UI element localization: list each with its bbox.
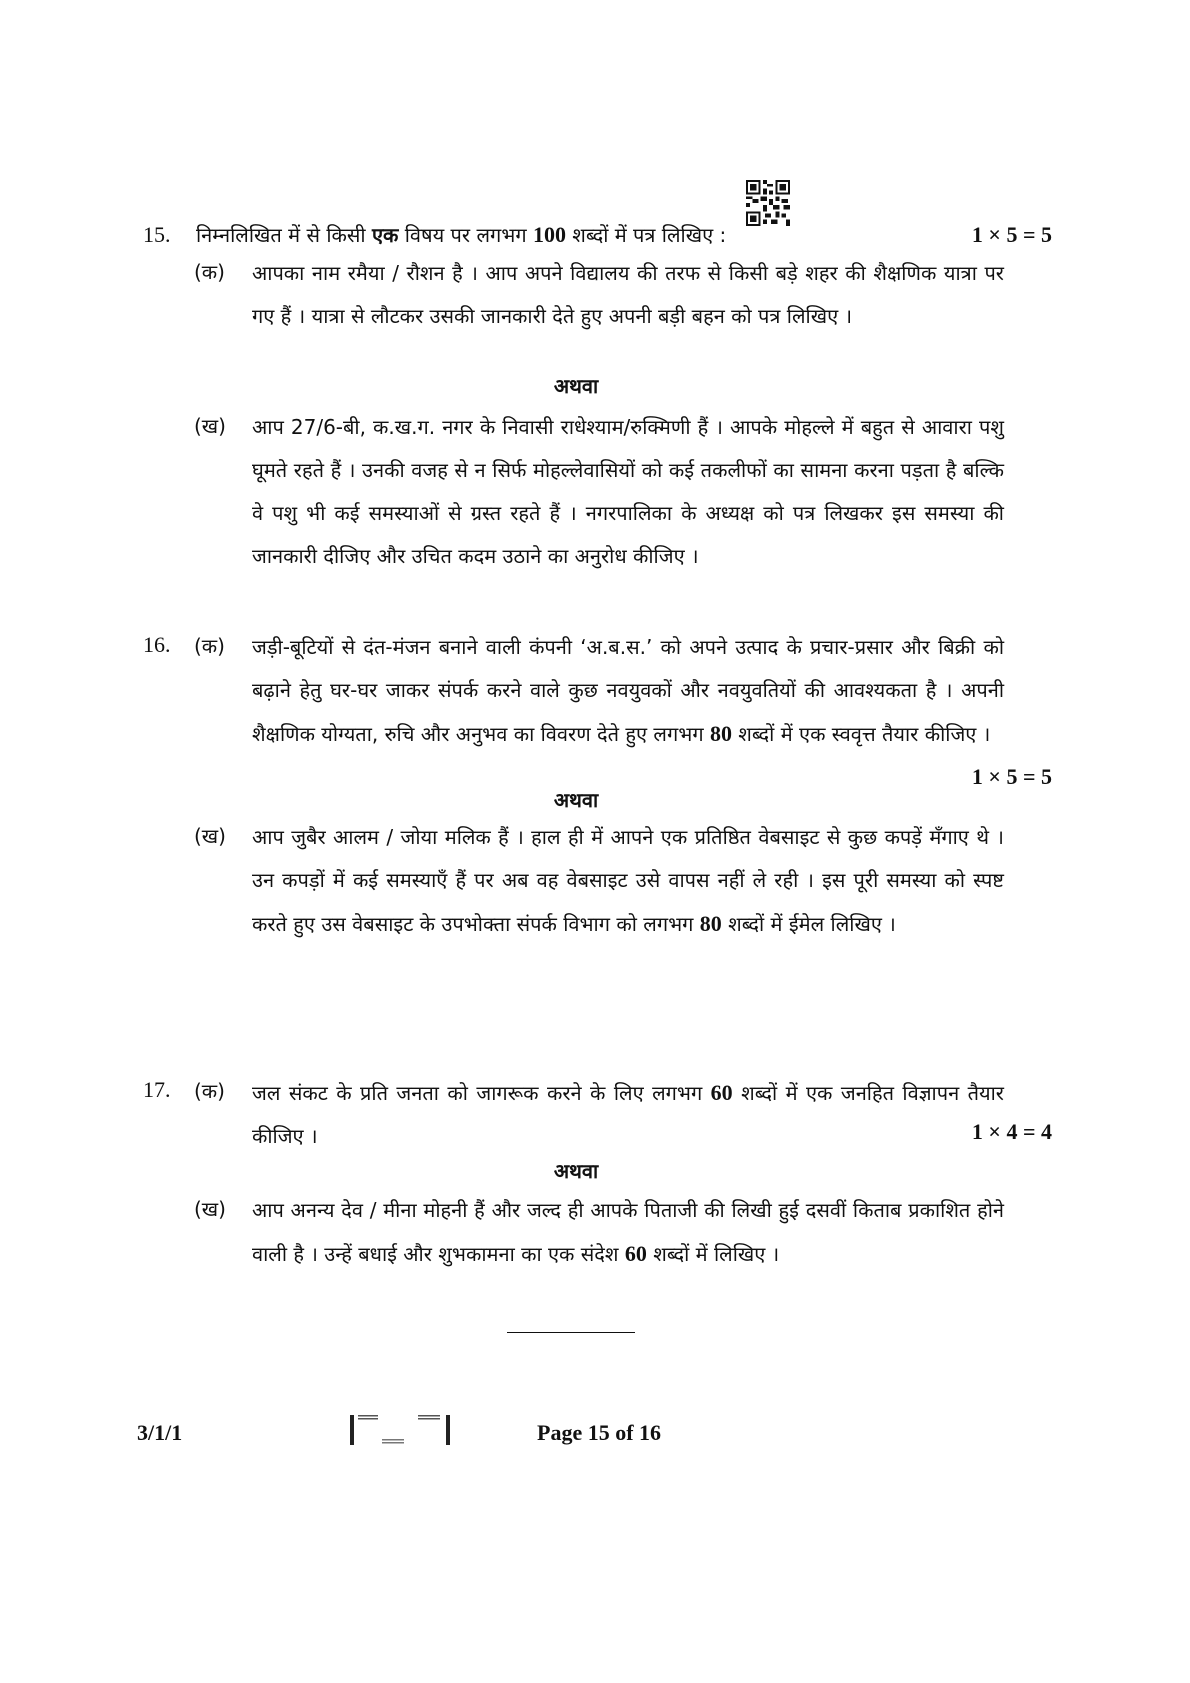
option-label: (ख) xyxy=(194,824,226,848)
option-a-text: आपका नाम रमैया / रौशन है । आप अपने विद्यालय की तरफ से किसी बड़े शहर की शैक्षणिक यात्रा पर गए हैं । यात्रा से लौटकर उसकी जानकारी देते हुए अपनी बड़ी बहन को पत्र लिखिए । xyxy=(252,261,1004,328)
option-label: (ख) xyxy=(194,414,226,438)
option-b-text: आप 27/6-बी, क.ख.ग. नगर के निवासी राधेश्याम/रुक्मिणी हैं । आपके मोहल्ले में बहुत से आवारा पशु घूमते रहते हैं । उनकी वजह से न सिर्फ मोहल्लेवासियों को कई तकलीफों का सामना करना पड़ता है बल्कि वे पशु भी कई समस्याओं से ग्रस्त रहते हैं । नगरपालिका के अध्यक्ष को पत्र लिखकर इस समस्या की जानकारी दीजिए और उचित कदम उठाने का अनुरोध कीजिए । xyxy=(252,415,1004,568)
question-number: 17. xyxy=(143,1077,171,1102)
question-heading: निम्नलिखित में से किसी एक विषय पर लगभग 100 शब्दों में पत्र लिखिए : xyxy=(196,222,727,247)
paper-code: 3/1/1 xyxy=(137,1420,183,1445)
question-number: 15. xyxy=(143,222,171,247)
or-divider: अथवा xyxy=(553,1159,599,1183)
or-divider: अथवा xyxy=(553,374,599,398)
end-of-paper-rule xyxy=(507,1332,635,1333)
question-number: 16. xyxy=(143,632,171,657)
barcode-icon xyxy=(350,1413,452,1447)
option-b-text: आप जुबैर आलम / जोया मलिक हैं । हाल ही में आपने एक प्रतिष्ठित वेबसाइट से कुछ कपड़ें मँगाए थे । उन कपड़ों में कई समस्याएँ हैं पर अब वह वेबसाइट उसे वापस नहीं ले रही । इस पूरी समस्या को स्पष्ट करते हुए उस वेबसाइट के उपभोक्ता संपर्क विभाग को लगभग 80 शब्दों में ईमेल लिखिए । xyxy=(252,825,1004,936)
option-label: (क) xyxy=(194,260,225,284)
page-number: Page 15 of 16 xyxy=(537,1420,662,1445)
option-a-text: जड़ी-बूटियों से दंत-मंजन बनाने वाली कंपनी ‘अ.ब.स.’ को अपने उत्पाद के प्रचार-प्रसार और बिक्री को बढ़ाने हेतु घर-घर जाकर संपर्क करने वाले कुछ नवयुवकों और नवयुवतियों की आवश्यकता है । अपनी शैक्षणिक योग्यता, रुचि और अनुभव का विवरण देते हुए लगभग 80 शब्दों में एक स्ववृत्त तैयार कीजिए । xyxy=(252,635,1004,746)
option-a-text: जल संकट के प्रति जनता को जागरूक करने के लिए लगभग 60 शब्दों में एक जनहित विज्ञापन तैयार कीजिए । xyxy=(252,1080,1004,1148)
marks-label: 1 × 5 = 5 xyxy=(971,222,1052,247)
option-label: (क) xyxy=(194,634,225,658)
option-label: (ख) xyxy=(194,1197,226,1221)
option-b-text: आप अनन्य देव / मीना मोहनी हैं और जल्द ही आपके पिताजी की लिखी हुई दसवीं किताब प्रकाशित होने वाली है । उन्हें बधाई और शुभकामना का एक संदेश 60 शब्दों में लिखिए । xyxy=(252,1198,1004,1266)
or-divider: अथवा xyxy=(553,788,599,812)
marks-label: 1 × 5 = 5 xyxy=(971,764,1052,789)
option-label: (क) xyxy=(194,1079,225,1103)
marks-label: 1 × 4 = 4 xyxy=(971,1119,1052,1144)
